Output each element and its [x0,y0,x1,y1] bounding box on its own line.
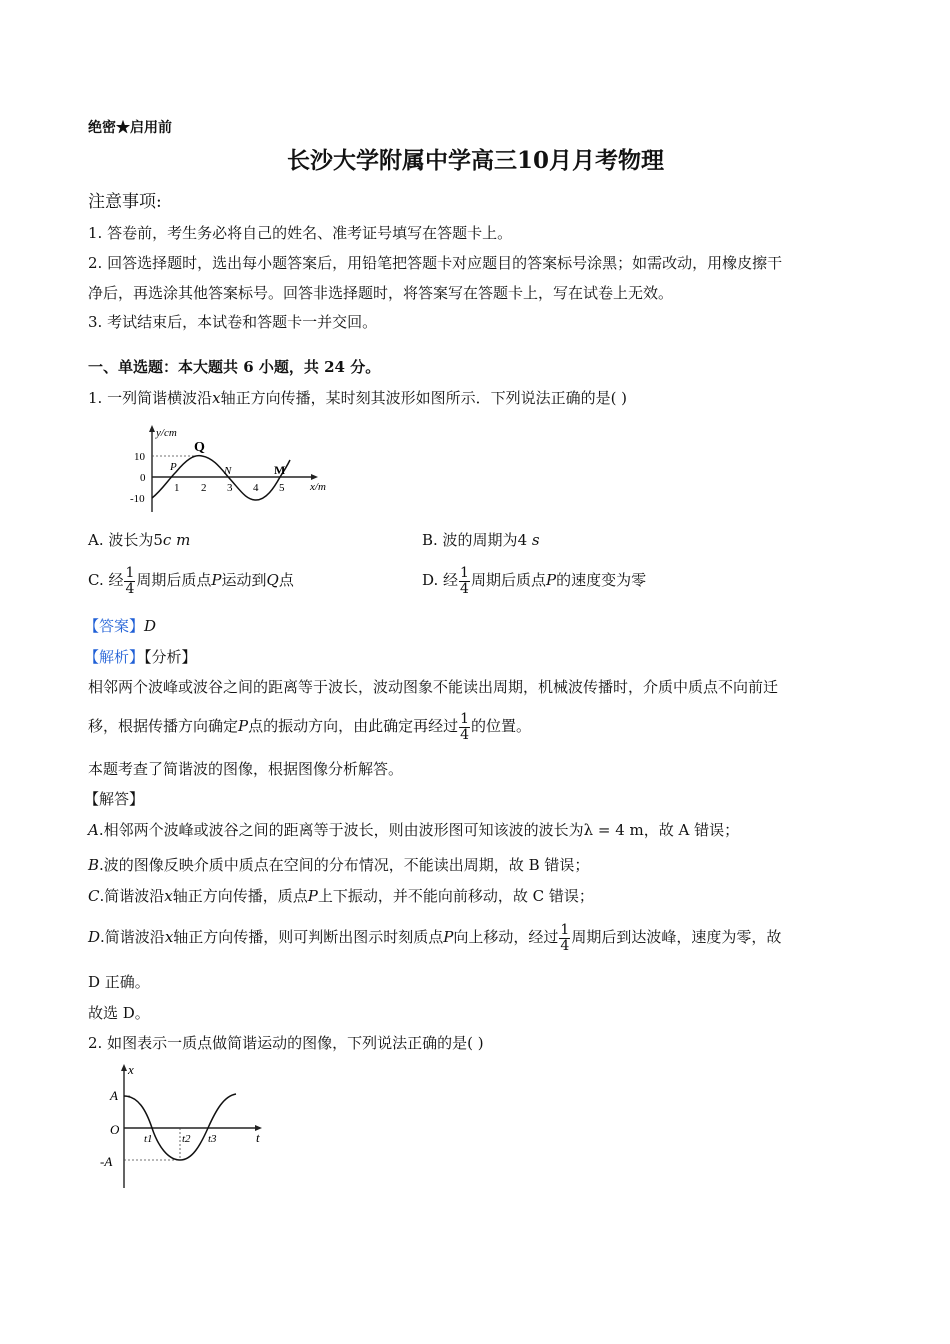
q1-option-b-unit: s [531,531,540,549]
q1-solution-b [88,855,589,875]
q1-stem [88,388,627,408]
q1-stem-a: 1. 一列简谐横波沿 [88,389,213,407]
q1-analysis-line-3: 本题考查了简谐波的图像，根据图像分析解答。 [88,760,404,778]
q2-label-neg-a: -A [100,1154,113,1169]
fraction-numerator: 1 [560,921,570,938]
q1-xtick-2: 2 [201,482,207,494]
analysis-line2-a: 移，根据传播方向确定 [88,717,239,735]
solution-c-text3: 上下振动，并不能向前移动，故 C 错误； [317,887,594,905]
q1-option-d-mid: 周期后质点 [470,571,546,589]
notice-item-2-cont: 净后，再选涂其他答案标号。回答非选择题时，将答案写在答题卡上，写在试卷上无效。 [88,284,674,302]
q1-option-a-value: 5 [153,531,163,549]
q1-option-b [422,530,540,550]
solution-a-letter: A [88,821,99,839]
q1-option-c-var-p: P [211,571,222,589]
q1-xtick-4: 4 [253,482,259,494]
fraction-denominator: 4 [560,937,570,954]
q1-final-choice: 故选 D。 [88,1004,150,1022]
q1-x-axis-label: x/m [310,481,326,493]
solution-a-end: ，故 A 错误； [643,821,740,839]
q1-option-a-text: A. 波长为 [88,531,154,549]
fraction-denominator: 4 [460,580,469,597]
q1-option-d-fraction [459,566,470,597]
q1-x-arrow [311,474,318,480]
analysis-sub-tag: 【分析】 [144,648,197,666]
solution-a-lambda: λ = 4 m [583,821,644,839]
q1-solution-a [88,820,739,840]
q1-option-d [422,562,646,598]
q1-solution-d [88,918,781,956]
solution-c-text2: 轴正方向传播，质点 [172,887,308,905]
q1-y-axis-label: y/cm [156,427,177,439]
q2-y-axis-label: x [128,1062,134,1077]
solution-c-var-p: P [307,887,318,905]
analysis-tag: 【解析】 [84,648,145,666]
q2-y-arrow [121,1064,127,1071]
q1-option-c-var-q: Q [266,571,279,589]
q1-stem-var: x [212,389,221,407]
analysis-line2-c: 的位置。 [471,717,532,735]
solution-d-var-p: P [443,928,454,946]
q1-point-p: P [170,461,177,473]
q1-option-d-var-p: P [545,571,557,589]
notice-item-2: 2. 回答选择题时，选出每小题答案后，用铅笔把答题卡对应题目的答案标号涂黑；如需改动，用橡皮擦干 [88,254,783,272]
q2-oscillation-figure [98,1062,273,1190]
q2-label-o: O [110,1122,120,1137]
q1-option-c [88,562,294,598]
solution-a-text: .相邻两个波峰或波谷之间的距离等于波长，则由波形图可知该波的波长为 [98,821,584,839]
solution-d-text1: .简谐波沿 [100,928,165,946]
q1-answer [84,616,156,636]
q1-ytick-neg10: -10 [130,493,145,505]
q1-analysis-tags [84,647,197,667]
analysis-line2-var: P [238,717,249,735]
q1-option-b-value: 4 [517,531,528,549]
solution-d-text4: 周期后到达波峰，速度为零，故 [571,928,782,946]
q1-xtick-5: 5 [279,482,285,494]
q2-label-t1: t1 [144,1133,153,1145]
q1-solution-tag: 【解答】 [84,790,145,808]
solution-d-var-x: x [164,928,174,946]
page-title: 长沙大学附属中学高三10月月考物理 [286,147,664,174]
answer-tag: 【答案】 [84,617,145,635]
solution-c-letter: C [88,887,100,905]
fraction-numerator: 1 [460,710,470,727]
secret-label: 绝密★启用前 [88,120,172,136]
q2-stem: 2. 如图表示一质点做简谐运动的图像，下列说法正确的是( ) [88,1034,484,1052]
solution-d-text2: 轴正方向传播，则可判断出图示时刻质点 [173,928,444,946]
q1-ytick-10: 10 [134,451,145,463]
q1-y-arrow [149,425,155,432]
q1-option-d-end: 的速度变为零 [556,571,647,589]
solution-d-fraction [559,923,570,954]
q1-xtick-1: 1 [174,482,180,494]
q2-label-t2: t2 [182,1133,191,1145]
q2-label-a: A [110,1088,118,1103]
q1-solution-c [88,886,594,906]
q2-label-t3: t3 [208,1133,217,1145]
q1-option-c-end: 点 [278,571,294,589]
q1-ytick-0: 0 [140,472,146,484]
q1-option-a [88,530,190,550]
q1-analysis-line-2 [88,708,531,744]
q1-option-d-prefix: D. 经 [422,571,459,589]
solution-c-var-x: x [164,887,173,905]
notice-heading: 注意事项: [88,192,162,212]
notice-item-1: 1. 答卷前，考生务必将自己的姓名、准考证号填写在答题卡上。 [88,224,513,242]
q1-solution-d-cont: D 正确。 [88,973,150,991]
solution-b-letter: B [88,856,100,874]
q1-point-m: M [274,463,286,477]
q1-point-n: N [224,465,232,477]
analysis-line2-fraction [459,712,470,743]
q1-analysis-line-1: 相邻两个波峰或波谷之间的距离等于波长，波动图象不能读出周期，机械波传播时，介质中质点不向前迁 [88,678,779,696]
fraction-denominator: 4 [460,726,470,743]
answer-value: D [144,617,157,635]
q1-option-b-text: B. 波的周期为 [422,531,518,549]
fraction-numerator: 1 [125,564,135,581]
q1-option-c-prefix: C. 经 [88,571,124,589]
q1-option-c-mid2: 运动到 [221,571,267,589]
solution-d-text3: 向上移动，经过 [453,928,559,946]
q2-t-axis-label: t [256,1130,260,1145]
q2-cosine-curve [124,1094,236,1160]
analysis-line2-b: 点的振动方向，由此确定再经过 [248,717,459,735]
section-heading: 一、单选题：本大题共 6 小题，共 24 分。 [88,358,381,376]
fraction-denominator: 4 [125,580,135,597]
solution-b-text: .波的图像反映介质中质点在空间的分布情况，不能读出周期，故 B 错误； [99,856,590,874]
q1-stem-b: 轴正方向传播，某时刻其波形如图所示．下列说法正确的是( ) [220,389,628,407]
q1-wave-figure [128,424,348,516]
solution-d-letter: D [88,928,101,946]
fraction-numerator: 1 [460,564,469,581]
q1-option-c-fraction [124,566,135,597]
q1-option-c-mid: 周期后质点 [136,571,212,589]
q1-xtick-3: 3 [227,482,233,494]
solution-c-text1: .简谐波沿 [99,887,165,905]
notice-item-3: 3. 考试结束后，本试卷和答题卡一并交回。 [88,313,378,331]
q1-point-q: Q [194,440,205,455]
q1-option-a-unit: c m [162,531,191,549]
